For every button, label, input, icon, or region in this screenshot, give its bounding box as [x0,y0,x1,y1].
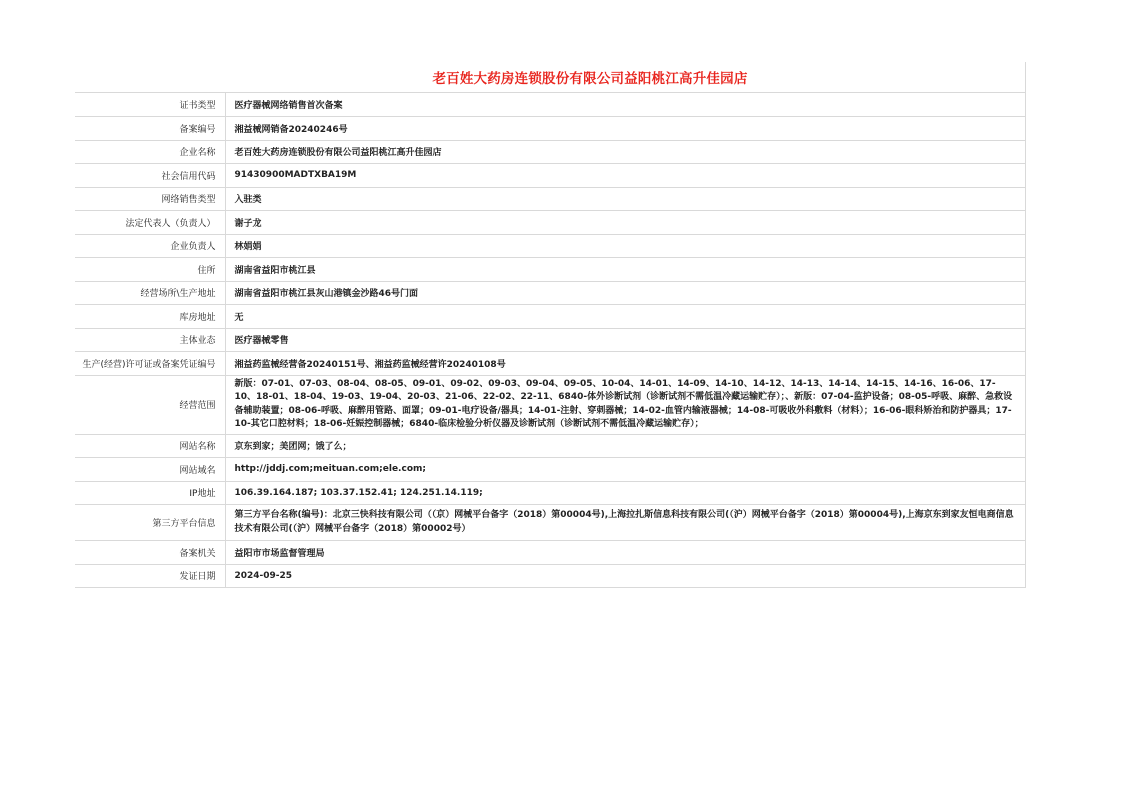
row-legal-representative [75,211,1025,235]
label-warehouse-address: 库房地址 [75,305,225,329]
value-third-party-platform: 第三方平台名称(编号)：北京三快科技有限公司（（京）网械平台备字（2018）第00004号),上海拉扎斯信息科技有限公司(（沪）网械平台备字（2018）第00004号),上海京东到家友恒电商信息技术有限公司(（沪）网械平台备字（2018）第00002号） [225,505,1025,541]
label-domicile: 住所 [75,258,225,282]
value-license-number: 湘益药监械经营备20240151号、湘益药监械经营许20240108号 [225,352,1025,376]
value-business-form: 医疗器械零售 [225,328,1025,352]
label-filing-authority: 备案机关 [75,541,225,565]
label-certificate-type: 证书类型 [75,93,225,117]
label-business-form: 主体业态 [75,328,225,352]
row-credit-code [75,164,1025,188]
row-certificate-type [75,93,1025,117]
row-website-name [75,434,1025,458]
label-business-address: 经营场所\生产地址 [75,281,225,305]
row-third-party-platform [75,505,1025,541]
title-row [75,62,1025,93]
value-business-address: 湖南省益阳市桃江县灰山港镇金沙路46号门面 [225,281,1025,305]
row-record-number [75,117,1025,141]
value-ip-address: 106.39.164.187; 103.37.152.41; 124.251.14.119; [225,481,1025,505]
value-issue-date: 2024-09-25 [225,564,1025,588]
label-third-party-platform: 第三方平台信息 [75,505,225,541]
label-record-number: 备案编号 [75,117,225,141]
value-website-name: 京东到家；美团网；饿了么； [225,434,1025,458]
row-domicile [75,258,1025,282]
label-business-scope: 经营范围 [75,375,225,434]
label-website-name: 网站名称 [75,434,225,458]
label-sales-type: 网络销售类型 [75,187,225,211]
value-business-scope: 新版：07-01、07-03、08-04、08-05、09-01、09-02、09-03、09-04、09-05、10-04、14-01、14-09、14-10、14-12、14-13、14-14、14-15、14-16、16-06、17-10、18-01、18-04、19-03、19-04、20-03、21-06、22-02、22-11、6840-体外诊断试剂（诊断试剂不需低温冷藏运输贮存）；、新版：07-04-监护设备；08-05-呼吸、麻醉、急救设备辅助装置；08-06-呼吸、麻醉用管路、面罩；09-01-电疗设备/器具；14-01-注射、穿刺器械；14-02-血管内输液器械；14-08-可吸收外科敷料（材料）；16-06-眼科矫治和防护器具；17-10-其它口腔材料；18-06-妊娠控制器械；6840-临床检验分析仪器及诊断试剂（诊断试剂不需低温冷藏运输贮存）； [225,375,1025,434]
label-website-domain: 网站域名 [75,458,225,482]
label-person-in-charge: 企业负责人 [75,234,225,258]
row-issue-date [75,564,1025,588]
label-company-name: 企业名称 [75,140,225,164]
value-warehouse-address: 无 [225,305,1025,329]
row-website-domain [75,458,1025,482]
row-ip-address [75,481,1025,505]
label-credit-code: 社会信用代码 [75,164,225,188]
row-business-scope [75,375,1025,434]
label-license-number: 生产(经营)许可证或备案凭证编号 [75,352,225,376]
page-title: 老百姓大药房连锁股份有限公司益阳桃江高升佳园店 [432,71,748,87]
row-license-number [75,352,1025,376]
record-table [75,93,1025,588]
value-domicile: 湖南省益阳市桃江县 [225,258,1025,282]
row-business-form [75,328,1025,352]
row-company-name [75,140,1025,164]
row-person-in-charge [75,234,1025,258]
row-filing-authority [75,541,1025,565]
value-certificate-type: 医疗器械网络销售首次备案 [225,93,1025,117]
value-filing-authority: 益阳市市场监督管理局 [225,541,1025,565]
record-sheet [75,62,1026,588]
value-person-in-charge: 林娟娟 [225,234,1025,258]
value-credit-code: 91430900MADTXBA19M [225,164,1025,188]
row-warehouse-address [75,305,1025,329]
value-company-name: 老百姓大药房连锁股份有限公司益阳桃江高升佳园店 [225,140,1025,164]
label-ip-address: IP地址 [75,481,225,505]
row-sales-type [75,187,1025,211]
value-website-domain: http://jddj.com;meituan.com;ele.com; [225,458,1025,482]
label-legal-representative: 法定代表人（负责人） [75,211,225,235]
value-record-number: 湘益械网销备20240246号 [225,117,1025,141]
value-sales-type: 入驻类 [225,187,1025,211]
row-business-address [75,281,1025,305]
label-issue-date: 发证日期 [75,564,225,588]
value-legal-representative: 谢子龙 [225,211,1025,235]
